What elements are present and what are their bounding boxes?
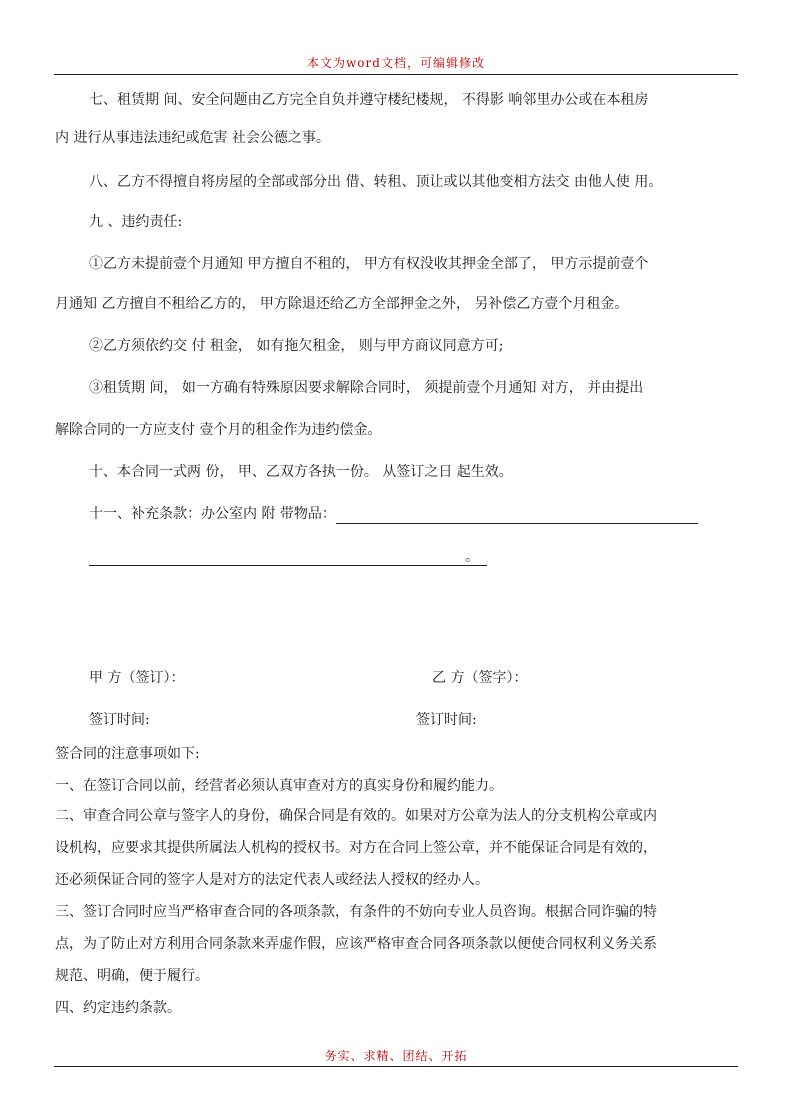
note-2-line-1: 二、审查合同公章与签字人的身份，确保合同是有效的。如果对方公章为法人的分支机构公章或内	[55, 808, 657, 824]
header-rule	[54, 74, 738, 75]
document-footer-motto: 务实、求精、团结、开拓	[324, 1049, 468, 1063]
note-2-line-2: 设机构，应要求其提供所属法人机构的授权书。对方在合同上签公章，并不能保证合同是有效的，	[55, 840, 657, 856]
clause-8: 八、乙方不得擅自将房屋的全部或部分出 借、转租、顶让或以其他变相方法交 由他人使 用。	[89, 174, 663, 190]
penalty-3-line-2: 解除合同的一方应支付 壹个月的租金作为违约偿金。	[55, 422, 382, 438]
note-4: 四、约定违约条款。	[55, 1000, 181, 1016]
clause-9-title: 九 、违约责任:	[89, 214, 183, 230]
document-header-note: 本文为word文档，可编辑修改	[307, 56, 485, 70]
party-b-sign-label: 乙 方（签字）：	[432, 670, 528, 686]
clause-10: 十、本合同一式两 份， 甲、乙双方各执一份。 从签订之日 起生效。	[89, 464, 513, 480]
party-a-sign-time: 签订时间:	[89, 712, 150, 728]
notes-title: 签合同的注意事项如下:	[55, 746, 200, 762]
penalty-3-line-1: ③租赁期 间， 如一方确有特殊原因要求解除合同时， 须提前壹个月通知 对方， 并由提出	[89, 380, 644, 396]
clause-7-line-1: 七、租赁期 间、安全问题由乙方完全自负并遵守楼纪楼规， 不得影 响邻里办公或在本租房	[89, 92, 649, 108]
penalty-1-line-1: ①乙方未提前壹个月通知 甲方擅自不租的， 甲方有权没收其押金全部了， 甲方示提前壹个	[89, 256, 649, 272]
party-a-sign-label: 甲 方（签订）：	[89, 670, 185, 686]
footer-rule	[54, 1066, 738, 1067]
clause-11-end-mark: 。	[465, 549, 479, 565]
supplementary-terms-blank-2[interactable]	[89, 549, 487, 566]
note-3-line-2: 点，为了防止对方利用合同条款来弄虚作假，应该严格审查合同各项条款以便使合同权利义务关系	[55, 936, 657, 952]
clause-7-line-2: 内 进行从事违法违纪或危害 社会公德之事。	[55, 130, 330, 146]
note-3-line-1: 三、签订合同时应当严格审查合同的各项条款，有条件的不妨向专业人员咨询。根据合同诈骗的特	[55, 904, 657, 920]
penalty-2: ②乙方须依约交 付 租金， 如有拖欠租金， 则与甲方商议同意方可;	[89, 338, 504, 354]
penalty-1-line-2: 月通知 乙方擅自不租给乙方的， 甲方除退还给乙方全部押金之外， 另补偿乙方壹个月租金。	[55, 296, 629, 312]
note-1: 一、在签订合同以前，经营者必须认真审查对方的真实身份和履约能力。	[55, 778, 503, 794]
clause-11-continuation	[89, 546, 487, 566]
party-b-sign-time: 签订时间:	[416, 712, 477, 728]
note-2-line-3: 还必须保证合同的签字人是对方的法定代表人或经法人授权的经办人。	[55, 872, 489, 888]
note-3-line-3: 规范、明确，便于履行。	[55, 968, 209, 984]
clause-11-label: 十一、补充条款：办公室内 附 带物品：	[89, 506, 336, 522]
supplementary-terms-blank[interactable]	[336, 507, 698, 524]
clause-11	[89, 504, 698, 524]
